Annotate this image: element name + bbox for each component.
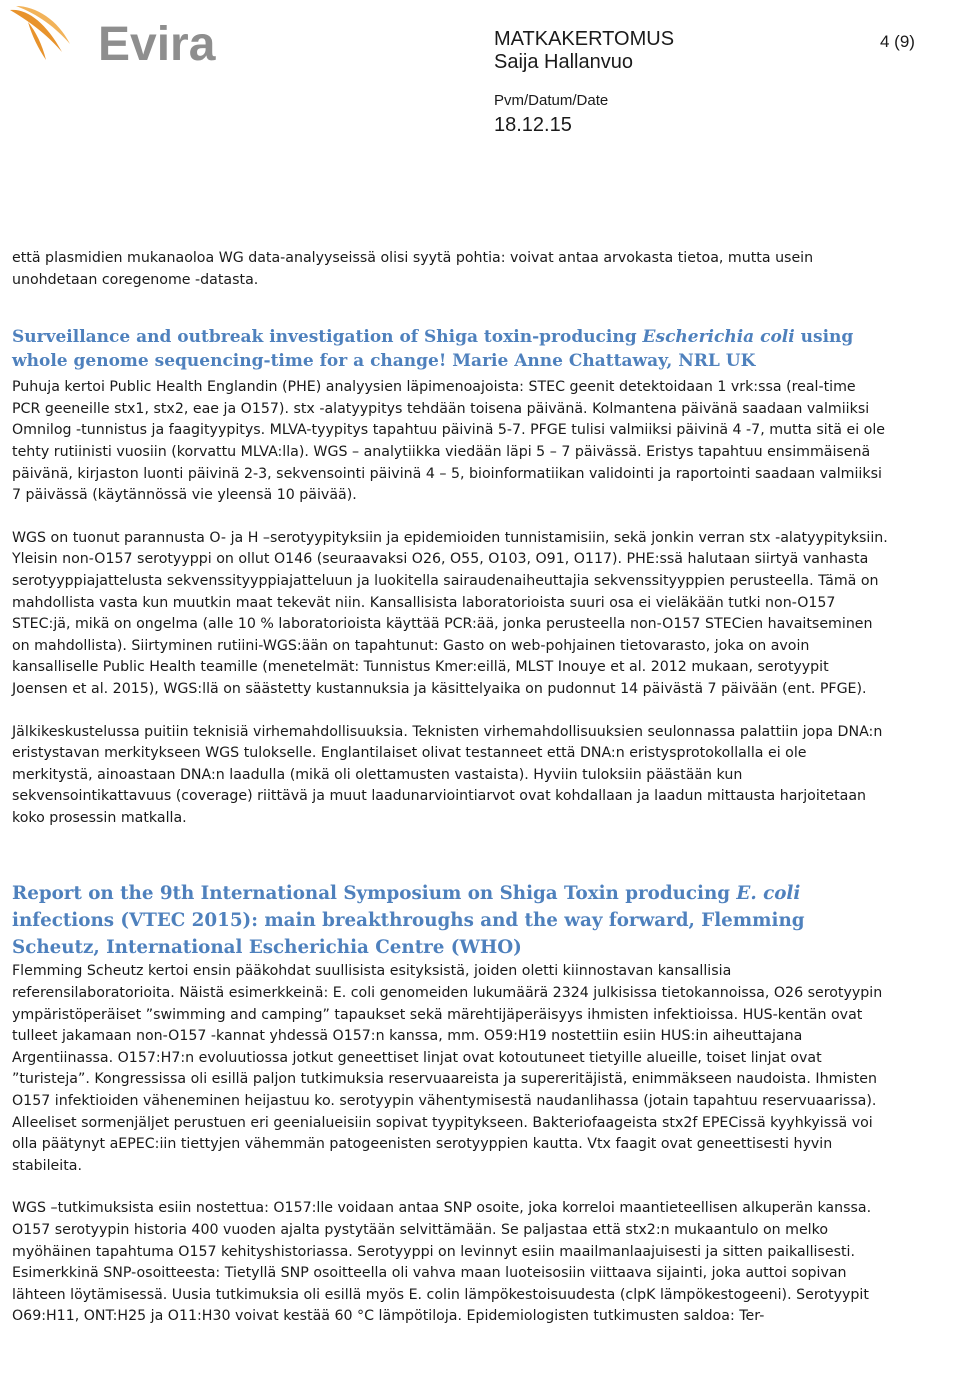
page-number: 4 (9): [880, 32, 915, 51]
evira-swoosh-icon: [10, 6, 70, 60]
intro-paragraph: että plasmidien mukanaoloa WG data-analyyseissä olisi syytä pohtia: voivat antaa arvokasta tietoa, mutta usein unohdetaan coregenome -datasta.: [12, 250, 814, 288]
section1-heading: Surveillance and outbreak investigation of Shiga toxin-producing Escherichia coli using whole genome sequencing-time for a change! Marie Anne Chattaway, NRL UK: [12, 327, 854, 372]
section2-paragraph-1: Flemming Scheutz kertoi ensin pääkohdat suullisista esityksistä, joiden oletti kiinnostavan kansallisia referensilaboratorioita. Näistä esimerkkeinä: E. coli genomeiden lukumäärä 2324 julkisissa tietokannoissa, O26 serotyypin ympäristöperäiset ”swimming and camping” tapaukset sekä märehtijäperäisyys ihmisten infektioissa. HUS-kentän ovat tulleet jakamaan non-O157 -kannat yhdessä O157:n kanssa, mm. O59:H19 nostettiin esiin HUS:in aiheuttajana Argentiinassa. O157:H7:n evoluutiossa jotkut geneettiset linjat ovat kotoutuneet tietyille alueille, toiset linjat ovat ”turisteja”. Kongressissa oli esillä paljon tutkimuksia reservuaareista ja supereritäjistä, enimmäkseen naudoista. Ihmisten O157 infektioiden väheneminen heijastuu ko. serotyypin vähentymisestä naudanlihassa (jotain tapahtuu reservuaarissa). Alleeliset sormenjäljet perustuen eri geenialueisiin sopivat tyypitykseen. Bakteriofaageista stx2f EPECissä kyyhkyissä voi olla päätynyt aEPEC:iin tiettyjen vähemmän patogeenisten serotyyppien kautta. Vtx faagit ovat geneettisesti hyvin stabileita.: [12, 963, 883, 1174]
document-body: [12, 248, 888, 1328]
section1-paragraph-2: WGS on tuonut parannusta O- ja H –serotyypityksiin ja epidemioiden tunnistamisiin, sekä jonkin verran stx -alatyypityksiin. Yleisin non-O157 serotyyppi on ollut O146 (seuraavaksi O26, O55, O103, O91, O117). PHE:ssä halutaan siirtyä vanhasta serotyyppiajattelusta sekvenssityyppiajatteluun ja luokitella sairaudenaiheuttajia sekvenssityyppien perusteella. Tämä on mahdollista vasta kun muutkin maat tekevät niin. Kansallisista laboratorioista suuri osa ei vieläkään tutki non-O157 STEC:jä, mikä on ongelma (alle 10 % laboratorioista käyttää PCR:ää, jonka perusteella non-O157 STECien havaitseminen on mahdollista). Siirtyminen rutiini-WGS:ään on tapahtunut: Gasto on web-pohjainen tietovarasto, joka on avoin kansalliselle Public Health teamille (menetelmät: Tunnistus Kmer:eillä, MLST Inouye et al. 2012 mukaan, serotyypit Joensen et al. 2015), WGS:llä on säästetty kustannuksia ja käsittelyaika on pudonnut 14 päivästä 7 päivään (ent. PFGE).: [12, 529, 888, 697]
section2-paragraph-2: WGS –tutkimuksista esiin nostettua: O157:lle voidaan antaa SNP osoite, joka korreloi maantieteellisen alkuperän kanssa. O157 serotyypin historia 400 vuoden ajalta pystytään selvittämään. Se paljastaa että stx2:n mukaantulo on melko myöhäinen tapahtuma O157 kehityshistoriassa. Serotyyppi on levinnyt esiin maailmanlaajuisesti ja sitten paikallisesti. Esimerkkinä SNP-osoitteesta: Tietyllä SNP osoitteella oli vahva maan luoteisosiin viittaava sijainti, joka auttoi sopivan lähteen löytämisessä. Uusia tutkimuksia oli esillä myös E. colin lämpökestoisuudesta (clpK lämpökestogeeni). Serotyypit O69:H11, ONT:H25 ja O11:H30 voivat kestää 60 °C lämpötiloja. Epidemiologisten tutkimusten saldoa: Ter-: [12, 1200, 872, 1325]
document-author: Saija Hallanvuo: [494, 51, 633, 73]
evira-logo-text: Evira: [98, 18, 216, 70]
section2-heading: Report on the 9th International Symposium on Shiga Toxin producing E. coli infections (VTEC 2015): main breakthroughs and the way forward, Flemming Scheutz, International Escherichia Centre (WHO): [12, 883, 805, 959]
section1-paragraph-1: Puhuja kertoi Public Health Englandin (PHE) analyysien läpimenoajoista: STEC geenit detektoidaan 1 vrk:ssa (real-time PCR geeneille stx1, stx2, eae ja O157). stx -alatyypitys tehdään toisena päivänä. Kolmantena päivänä saadaan valmiiksi Omnilog -tunnistus ja faagityypitys. MLVA-tyypitys tapahtuu päivinä 5-7. PFGE tulisi valmiiksi päivinä 4 -7, mutta sitä ei ole tehty rutiinisti vuosiin (korvattu MLVA:lla). WGS – analytiikka viedään läpi 5 – 7 päivässä. Eristys tapahtuu ensimmäisenä päivänä, kirjaston luonti päivinä 2-3, sekvensointi päivinä 4 – 5, bioinformatiikan validointi ja raportointi saadaan valmiiksi 7 päivässä (käytännössä vie yleensä 10 päivää).: [12, 379, 885, 504]
evira-logo: [6, 4, 221, 70]
section1-paragraph-3: Jälkikeskustelussa puitiin teknisiä virhemahdollisuuksia. Teknisten virhemahdollisuuksien seulonnassa palattiin jopa DNA:n eristystavan merkitykseen WGS tulokselle. Englantilaiset olivat testanneet että DNA:n eristysprotokollalla ei ole merkitystä, ainoastaan DNA:n laadulla (mikä oli olettamusten vastaista). Hyviin tuloksiin päästään kun sekvensointikattavuus (coverage) riittävä ja muut laadunarviointiarvot ovat kohdallaan ja laadun mittausta harjoitetaan koko prosessin matkalla.: [12, 723, 883, 826]
date-label: Pvm/Datum/Date: [494, 92, 609, 109]
document-date: 18.12.15: [494, 114, 572, 136]
document-title: MATKAKERTOMUS: [494, 28, 675, 50]
